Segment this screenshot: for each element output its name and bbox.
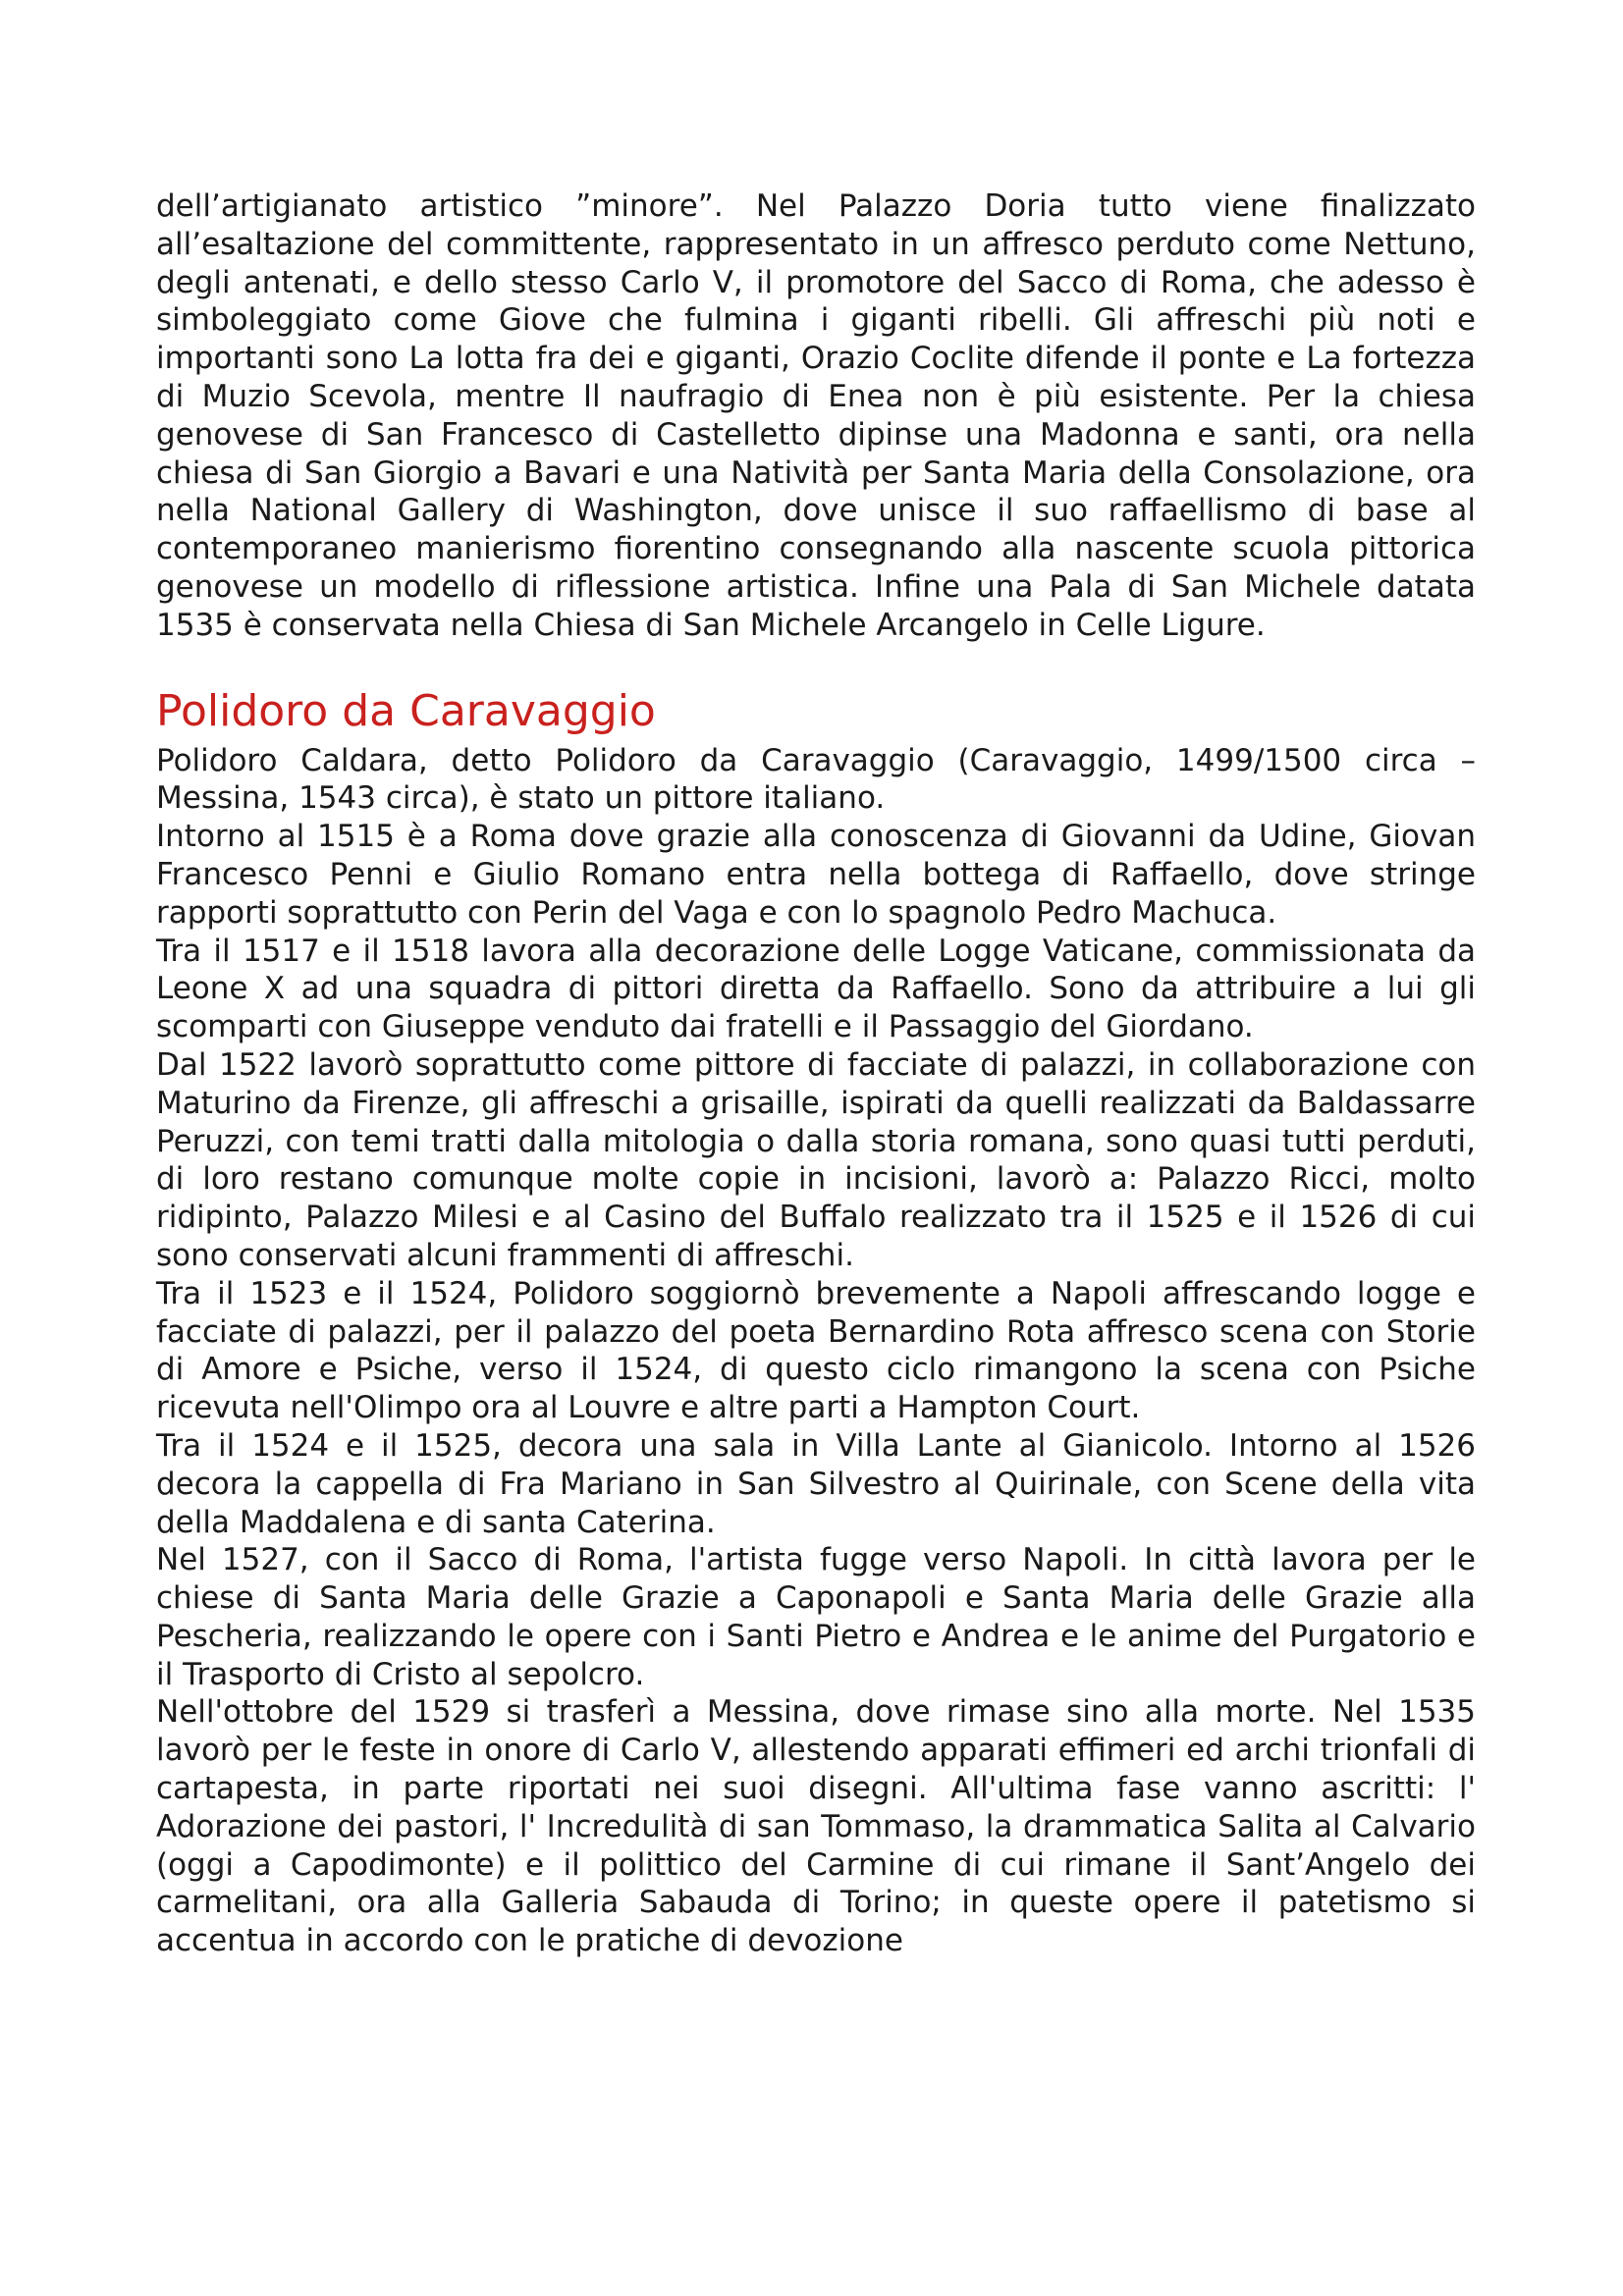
body-paragraph: Dal 1522 lavorò soprattutto come pittore di facciate di palazzi, in collaborazione con Maturino da Firenze, gli affreschi a grisaille, ispirati da quelli realizzati da Baldassarre Peruzzi, con temi tratti dalla mitologia o dalla storia romana, sono quasi tutti perduti, di loro restano comunque molte copie in incisioni, lavorò a: Palazzo Ricci, molto ridipinto, Palazzo Milesi e al Casino del Buffalo realizzato tra il 1525 e il 1526 di cui sono conservati alcuni frammenti di affreschi.	[156, 1046, 1476, 1273]
body-paragraph: Nell'ottobre del 1529 si trasferì a Messina, dove rimase sino alla morte. Nel 1535 lavorò per le feste in onore di Carlo V, allestendo apparati effimeri ed archi trionfali di cartapesta, in parte riportati nei suoi disegni. All'ultima fase vanno ascritti: l' Adorazione dei pastori, l' Incredulità di san Tommaso, la drammatica Salita al Calvario (oggi a Capodimonte) e il polittico del Carmine di cui rimane il Sant’Angelo dei carmelitani, ora alla Galleria Sabauda di Torino; in queste opere il patetismo si accentua in accordo con le pratiche di devozione	[156, 1694, 1476, 1959]
body-paragraph: Tra il 1524 e il 1525, decora una sala in Villa Lante al Gianicolo. Intorno al 1526 decora la cappella di Fra Mariano in San Silvestro al Quirinale, con Scene della vita della Maddalena e di santa Caterina.	[156, 1427, 1476, 1540]
page-body	[156, 187, 1476, 1960]
intro-paragraph: dell’artigianato artistico ”minore”. Nel Palazzo Doria tutto viene finalizzato all’esaltazione del committente, rappresentato in un affresco perduto come Nettuno, degli antenati, e dello stesso Carlo V, il promotore del Sacco di Roma, che adesso è simboleggiato come Giove che fulmina i giganti ribelli. Gli affreschi più noti e importanti sono La lotta fra dei e giganti, Orazio Coclite difende il ponte e La fortezza di Muzio Scevola, mentre Il naufragio di Enea non è più esistente. Per la chiesa genovese di San Francesco di Castelletto dipinse una Madonna e santi, ora nella chiesa di San Giorgio a Bavari e una Natività per Santa Maria della Consolazione, ora nella National Gallery di Washington, dove unisce il suo raffaellismo di base al contemporaneo manierismo fiorentino consegnando alla nascente scuola pittorica genovese un modello di riflessione artistica. Infine una Pala di San Michele datata 1535 è conservata nella Chiesa di San Michele Arcangelo in Celle Ligure.	[156, 188, 1476, 643]
body-paragraph: Polidoro Caldara, detto Polidoro da Caravaggio (Caravaggio, 1499/1500 circa – Messina, 1543 circa), è stato un pittore italiano.	[156, 742, 1476, 817]
body-paragraph: Tra il 1523 e il 1524, Polidoro soggiornò brevemente a Napoli affrescando logge e facciate di palazzi, per il palazzo del poeta Bernardino Rota affresco scena con Storie di Amore e Psiche, verso il 1524, di questo ciclo rimangono la scena con Psiche ricevuta nell'Olimpo ora al Louvre e altre parti a Hampton Court.	[156, 1275, 1476, 1426]
section-heading: Polidoro da Caravaggio	[156, 685, 656, 736]
body-paragraph: Intorno al 1515 è a Roma dove grazie alla conoscenza di Giovanni da Udine, Giovan Francesco Penni e Giulio Romano entra nella bottega di Raffaello, dove stringe rapporti soprattutto con Perin del Vaga e con lo spagnolo Pedro Machuca.	[156, 819, 1476, 931]
body-paragraph: Nel 1527, con il Sacco di Roma, l'artista fugge verso Napoli. In città lavora per le chiese di Santa Maria delle Grazie a Caponapoli e Santa Maria delle Grazie alla Pescheria, realizzando le opere con i Santi Pietro e Andrea e le anime del Purgatorio e il Trasporto di Cristo al sepolcro.	[156, 1542, 1476, 1692]
body-paragraph: Tra il 1517 e il 1518 lavora alla decorazione delle Logge Vaticane, commissionata da Leone X ad una squadra di pittori diretta da Raffaello. Sono da attribuire a lui gli scomparti con Giuseppe venduto dai fratelli e il Passaggio del Giordano.	[156, 933, 1476, 1045]
